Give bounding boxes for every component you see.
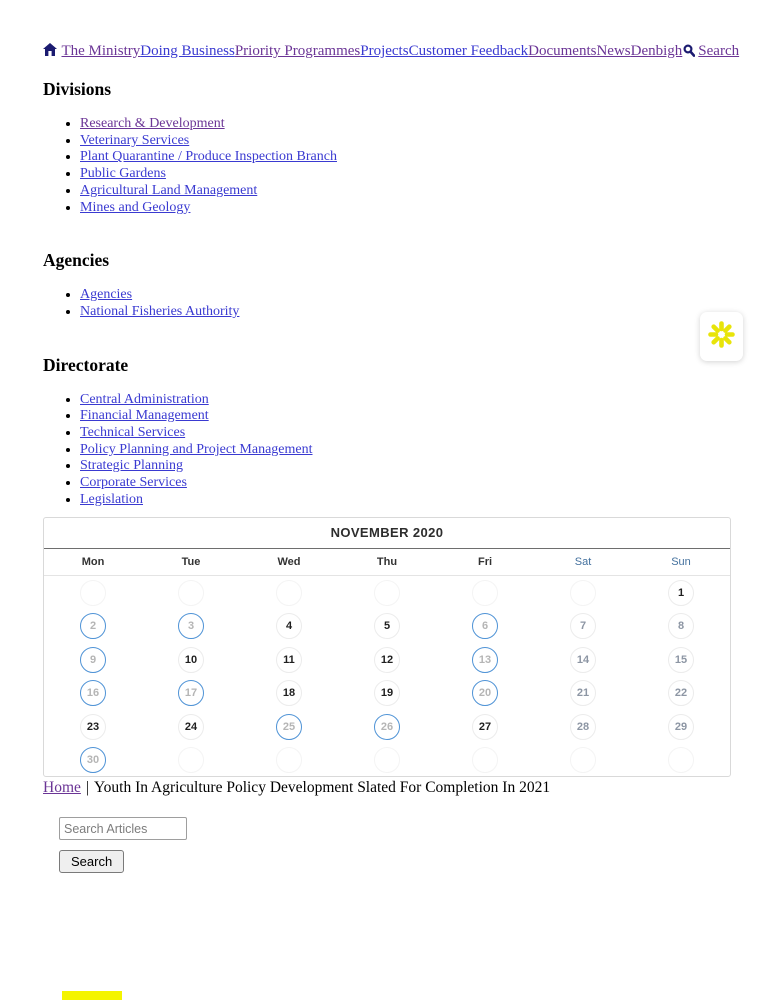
calendar-day-1: 1 (668, 580, 694, 606)
calendar-cell (632, 680, 730, 706)
calendar-day-13-event[interactable]: 13 (472, 647, 498, 673)
link-agencies[interactable]: Agencies (80, 287, 133, 303)
calendar-empty-day (276, 580, 302, 606)
calendar-cell (534, 714, 632, 740)
calendar-empty-day (570, 747, 596, 773)
calendar-day-header-fri: Fri (477, 556, 493, 568)
calendar-cell (44, 647, 142, 673)
calendar-cell (338, 613, 436, 639)
breadcrumb (43, 779, 550, 797)
calendar-cell (240, 580, 338, 606)
calendar-day-header-sun: Sun (671, 556, 691, 568)
section-heading-directorate: Directorate (43, 354, 129, 375)
calendar-cell (338, 714, 436, 740)
calendar-day-15: 15 (668, 647, 694, 673)
calendar-empty-day (178, 580, 204, 606)
calendar-day-9-event[interactable]: 9 (80, 647, 106, 673)
calendar-day-header-wed: Wed (277, 556, 301, 568)
calendar-cell (436, 613, 534, 639)
search-button[interactable]: Search (59, 850, 124, 873)
link-list-divisions (43, 116, 733, 216)
link-corporate-services[interactable]: Corporate Services (80, 475, 187, 491)
list-item (80, 408, 733, 425)
calendar-cell (338, 747, 436, 773)
calendar-cell (632, 647, 730, 673)
calendar-day-28: 28 (570, 714, 596, 740)
calendar-cell (534, 580, 632, 606)
link-veterinary-services[interactable]: Veterinary Services (80, 132, 190, 148)
top-nav (43, 42, 739, 62)
calendar-day-18: 18 (276, 680, 302, 706)
nav-link-customer-feedback[interactable]: Customer Feedback (408, 43, 529, 59)
list-item (80, 287, 733, 304)
calendar-cell (240, 714, 338, 740)
calendar-cell (436, 680, 534, 706)
nav-link-search[interactable]: Search (682, 43, 739, 59)
nav-link-projects[interactable]: Projects (360, 43, 409, 59)
list-item (80, 133, 733, 150)
calendar-empty-day (374, 747, 400, 773)
calendar-day-23: 23 (80, 714, 106, 740)
calendar-day-4: 4 (276, 613, 302, 639)
calendar-cell (240, 647, 338, 673)
accessibility-widget-button[interactable] (700, 312, 743, 361)
calendar-day-19: 19 (374, 680, 400, 706)
nav-link-priority-programmes[interactable]: Priority Programmes (234, 43, 361, 59)
search-input[interactable] (59, 817, 187, 840)
calendar-cell (338, 647, 436, 673)
calendar-cell (534, 613, 632, 639)
calendar-day-header-thu: Thu (376, 556, 398, 568)
calendar-day-14: 14 (570, 647, 596, 673)
link-national-fisheries-authority[interactable]: National Fisheries Authority (80, 303, 240, 319)
list-item (80, 475, 733, 492)
calendar-cell (142, 714, 240, 740)
calendar-empty-day (472, 747, 498, 773)
list-item (80, 425, 733, 442)
calendar (43, 517, 731, 777)
calendar-cell (44, 613, 142, 639)
search-icon (683, 44, 695, 62)
calendar-cell (44, 680, 142, 706)
calendar-cell (142, 680, 240, 706)
calendar-week-row (44, 744, 730, 778)
asterisk-icon (708, 321, 735, 353)
calendar-cell (338, 680, 436, 706)
calendar-day-header-sat: Sat (574, 556, 592, 568)
nav-link-the-ministry[interactable]: The Ministry (61, 43, 141, 59)
calendar-empty-day (178, 747, 204, 773)
calendar-cell (240, 680, 338, 706)
sections (43, 79, 733, 509)
link-technical-services[interactable]: Technical Services (80, 425, 186, 441)
nav-link-documents[interactable]: Documents (528, 43, 597, 59)
calendar-day-5: 5 (374, 613, 400, 639)
calendar-day-29: 29 (668, 714, 694, 740)
calendar-day-header-tue: Tue (181, 556, 201, 568)
list-item (80, 200, 733, 217)
list-item (80, 183, 733, 200)
link-list-directorate (43, 392, 733, 509)
link-central-administration[interactable]: Central Administration (80, 391, 209, 407)
list-item (80, 304, 733, 321)
link-policy-planning-and-project-management[interactable]: Policy Planning and Project Management (80, 441, 313, 457)
calendar-cell (142, 580, 240, 606)
bottom-yellow-bar (62, 991, 122, 1000)
calendar-empty-day (276, 747, 302, 773)
list-item (80, 166, 733, 183)
calendar-cell (436, 747, 534, 773)
calendar-day-17-event[interactable]: 17 (178, 680, 204, 706)
calendar-day-16-event[interactable]: 16 (80, 680, 106, 706)
calendar-day-21: 21 (570, 680, 596, 706)
calendar-day-headers (44, 549, 730, 576)
list-item (80, 392, 733, 409)
calendar-cell (436, 714, 534, 740)
calendar-day-6-event[interactable]: 6 (472, 613, 498, 639)
calendar-day-22: 22 (668, 680, 694, 706)
calendar-day-25-event[interactable]: 25 (276, 714, 302, 740)
calendar-cell (44, 580, 142, 606)
section-heading-divisions: Divisions (43, 79, 112, 99)
nav-link-doing-business[interactable]: Doing Business (140, 43, 235, 59)
calendar-empty-day (374, 580, 400, 606)
calendar-cell (534, 647, 632, 673)
nav-link-news[interactable]: News (596, 43, 631, 59)
calendar-cell (240, 747, 338, 773)
link-legislation[interactable]: Legislation (80, 491, 143, 507)
list-item (80, 442, 733, 459)
calendar-week-row (44, 643, 730, 677)
link-list-agencies (43, 287, 733, 320)
home-icon[interactable] (43, 43, 57, 61)
calendar-day-2-event[interactable]: 2 (80, 613, 106, 639)
calendar-week-row (44, 576, 730, 610)
calendar-week-row (44, 677, 730, 711)
calendar-day-26-event[interactable]: 26 (374, 714, 400, 740)
calendar-cell (632, 580, 730, 606)
calendar-day-header-mon: Mon (81, 556, 105, 568)
link-financial-management[interactable]: Financial Management (80, 408, 209, 424)
calendar-week-row (44, 610, 730, 644)
calendar-day-27: 27 (472, 714, 498, 740)
breadcrumb-separator: | (85, 779, 89, 796)
calendar-cell (534, 680, 632, 706)
calendar-cell (142, 613, 240, 639)
calendar-cell (44, 714, 142, 740)
calendar-day-8: 8 (668, 613, 694, 639)
list-item (80, 149, 733, 166)
calendar-day-3-event[interactable]: 3 (178, 613, 204, 639)
calendar-empty-day (472, 580, 498, 606)
calendar-week-row (44, 710, 730, 744)
calendar-cell (240, 613, 338, 639)
calendar-cell (338, 580, 436, 606)
breadcrumb-page-title: Youth In Agriculture Policy Development Slated For Completion In 2021 (94, 779, 551, 796)
calendar-cell (632, 747, 730, 773)
calendar-cell (44, 747, 142, 773)
breadcrumb-home-link[interactable]: Home (43, 779, 81, 796)
nav-link-denbigh[interactable]: Denbigh (630, 43, 683, 59)
link-research-development[interactable]: Research & Development (80, 116, 225, 131)
calendar-empty-day (80, 580, 106, 606)
calendar-empty-day (570, 580, 596, 606)
calendar-day-24: 24 (178, 714, 204, 740)
calendar-day-30-event[interactable]: 30 (80, 747, 106, 773)
calendar-day-7: 7 (570, 613, 596, 639)
link-strategic-planning[interactable]: Strategic Planning (80, 458, 184, 474)
list-item (80, 458, 733, 475)
link-public-gardens[interactable]: Public Gardens (80, 166, 166, 182)
calendar-empty-day (668, 747, 694, 773)
calendar-cell (436, 647, 534, 673)
calendar-cell (632, 613, 730, 639)
calendar-cell (142, 747, 240, 773)
calendar-day-11: 11 (276, 647, 302, 673)
calendar-cell (534, 747, 632, 773)
calendar-cell (632, 714, 730, 740)
calendar-title: NOVEMBER 2020 (44, 518, 730, 549)
link-plant-quarantine-produce-inspection-branch[interactable]: Plant Quarantine / Produce Inspection Branch (80, 149, 337, 165)
calendar-day-20-event[interactable]: 20 (472, 680, 498, 706)
calendar-grid (44, 576, 730, 777)
list-item (80, 116, 733, 133)
list-item (80, 492, 733, 509)
calendar-cell (436, 580, 534, 606)
calendar-cell (142, 647, 240, 673)
link-agricultural-land-management[interactable]: Agricultural Land Management (80, 182, 258, 198)
link-mines-and-geology[interactable]: Mines and Geology (80, 199, 191, 215)
calendar-day-12: 12 (374, 647, 400, 673)
calendar-day-10: 10 (178, 647, 204, 673)
section-heading-agencies: Agencies (43, 250, 110, 271)
